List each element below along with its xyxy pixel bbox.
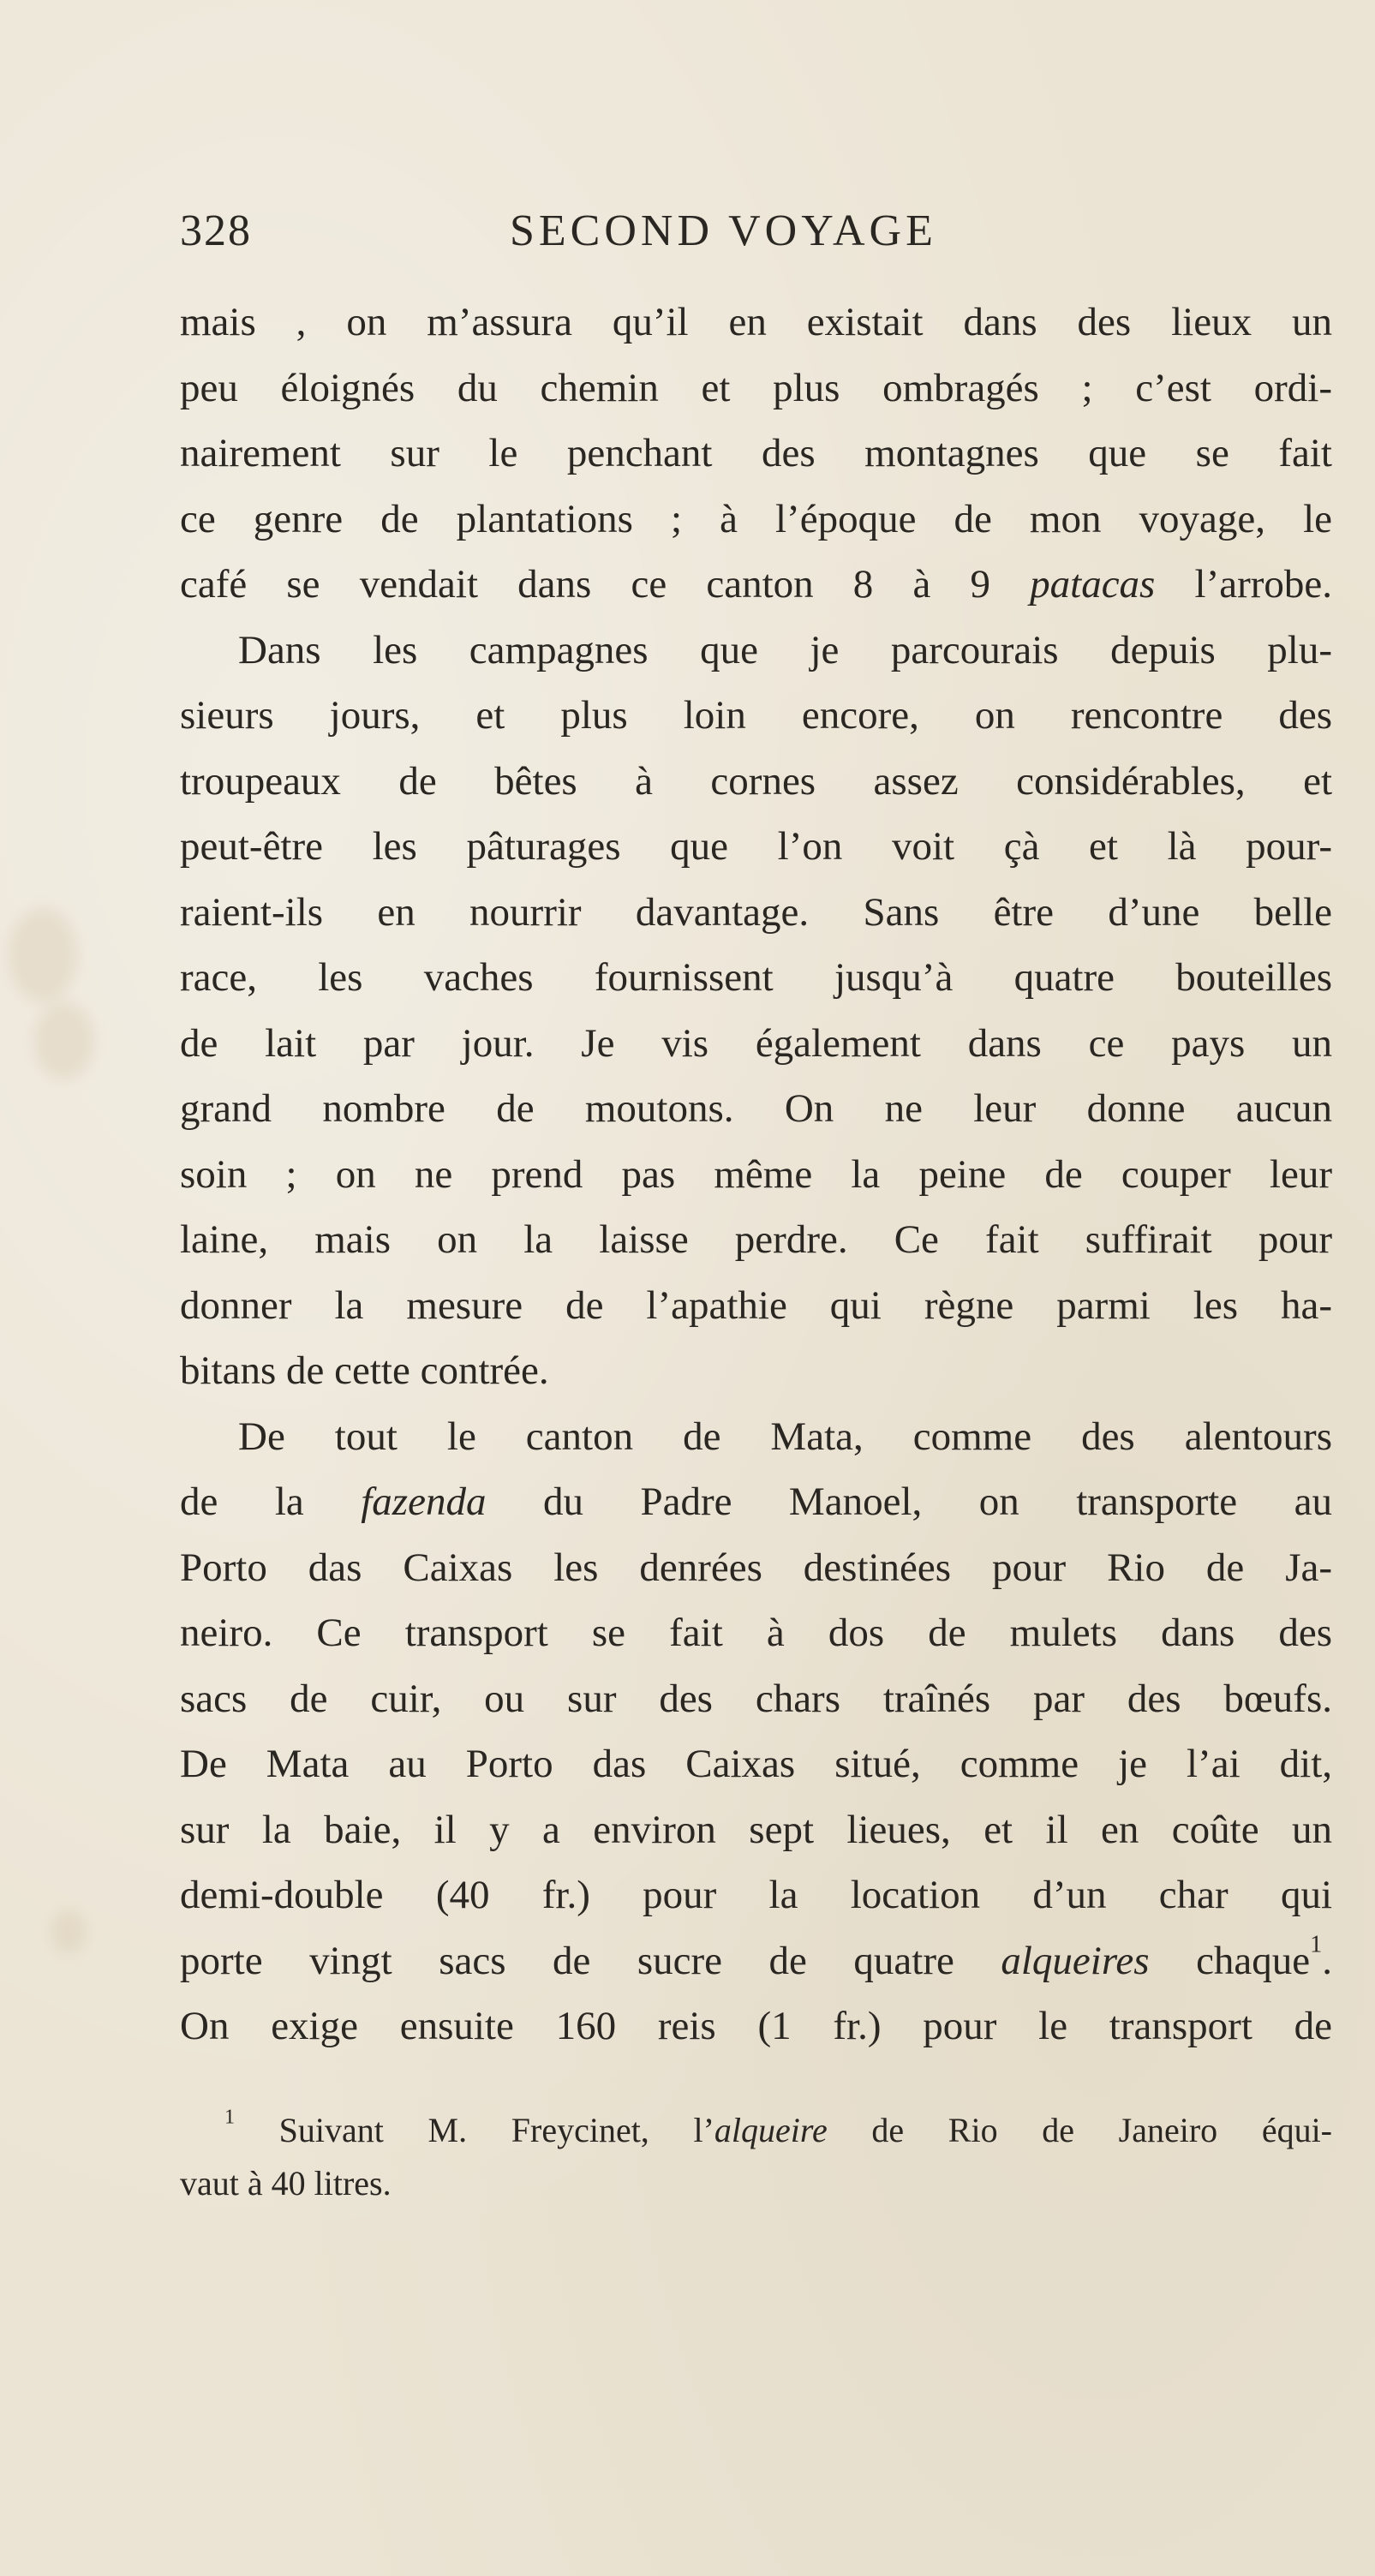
footnotes [180,2104,1332,2210]
footnote-line: $^1$ Suivant M. Freycinet, l’alqueire de Rio de Janeiro équi- [224,2106,1333,2149]
body-text [180,290,1332,2059]
paper-stain [51,1910,86,1953]
text-line: de la fazenda du Padre Manoel, on transporte au [180,1479,1332,1524]
paragraph [180,618,1332,1404]
text-line: demi-double (40 fr.) pour la location d’un char qui [180,1873,1332,1917]
text-line: sacs de cuir, ou sur des chars traînés par des bœufs. [180,1676,1332,1721]
italic-term: fazenda [361,1479,487,1524]
text-line: café se vendait dans ce canton 8 à 9 patacas l’arrobe. [180,562,1332,607]
text-line: porte vingt sacs de sucre de quatre alqueires chaque$^1$. [180,1931,1332,1983]
italic-term: alqueire [714,2111,828,2149]
page-number: 328 [180,206,252,255]
text-line: peut-être les pâturages que l’on voit çà et là pour- [180,824,1332,869]
text-line: soin ; on ne prend pas même la peine de couper leur [180,1151,1332,1197]
italic-term: patacas [1030,562,1156,607]
text-line: donner la mesure de l’apathie qui règne parmi les ha- [180,1282,1332,1328]
text-line: sieurs jours, et plus loin encore, on rencontre des [180,693,1332,738]
text-line: Dans les campagnes que je parcourais depuis plu- [238,627,1332,672]
text-line: raient-ils en nourrir davantage. Sans être d’une belle [180,889,1332,935]
footnote-line: vaut à 40 litres. [180,2164,392,2202]
running-header [180,206,1319,266]
paragraph [180,290,1332,618]
text-line: On exige ensuite 160 reis (1 fr.) pour le transport de [180,2004,1332,2048]
text-line: grand nombre de moutons. On ne leur donne aucun [180,1086,1332,1131]
footnote-ref: 1 [1310,1931,1323,1958]
paragraph [180,1404,1332,2059]
text-line: race, les vaches fournissent jusqu’à quatre bouteilles [180,955,1332,1000]
text-line: peu éloignés du chemin et plus ombragés ; c’est ordi- [180,365,1332,410]
paper-stain [9,908,77,1002]
text-line: sur la baie, il y a environ sept lieues, et il en coûte un [180,1807,1332,1852]
paper-stain [34,1002,94,1079]
text-line: ce genre de plantations ; à l’époque de mon voyage, le [180,496,1332,541]
text-line: nairement sur le penchant des montagnes que se fait [180,431,1332,475]
text-line: Porto das Caixas les denrées destinées pour Rio de Ja- [180,1545,1332,1590]
running-title: SECOND VOYAGE [510,206,937,255]
text-line: de lait par jour. Je vis également dans ce pays un [180,1020,1332,1066]
text-line: De tout le canton de Mata, comme des alentours [238,1414,1332,1459]
italic-term: alqueires [1001,1938,1150,1983]
text-line: bitans de cette contrée. [180,1348,549,1393]
footnote-marker: 1 [224,2106,235,2129]
text-line: laine, mais on la laisse perdre. Ce fait suffirait pour [180,1217,1332,1262]
text-line: mais , on m’assura qu’il en existait dans des lieux un [180,300,1332,344]
text-line: neiro. Ce transport se fait à dos de mulets dans des [180,1611,1332,1655]
text-line: troupeaux de bêtes à cornes assez considérables, et [180,758,1332,804]
text-line: De Mata au Porto das Caixas situé, comme je l’ai dit, [180,1742,1332,1786]
